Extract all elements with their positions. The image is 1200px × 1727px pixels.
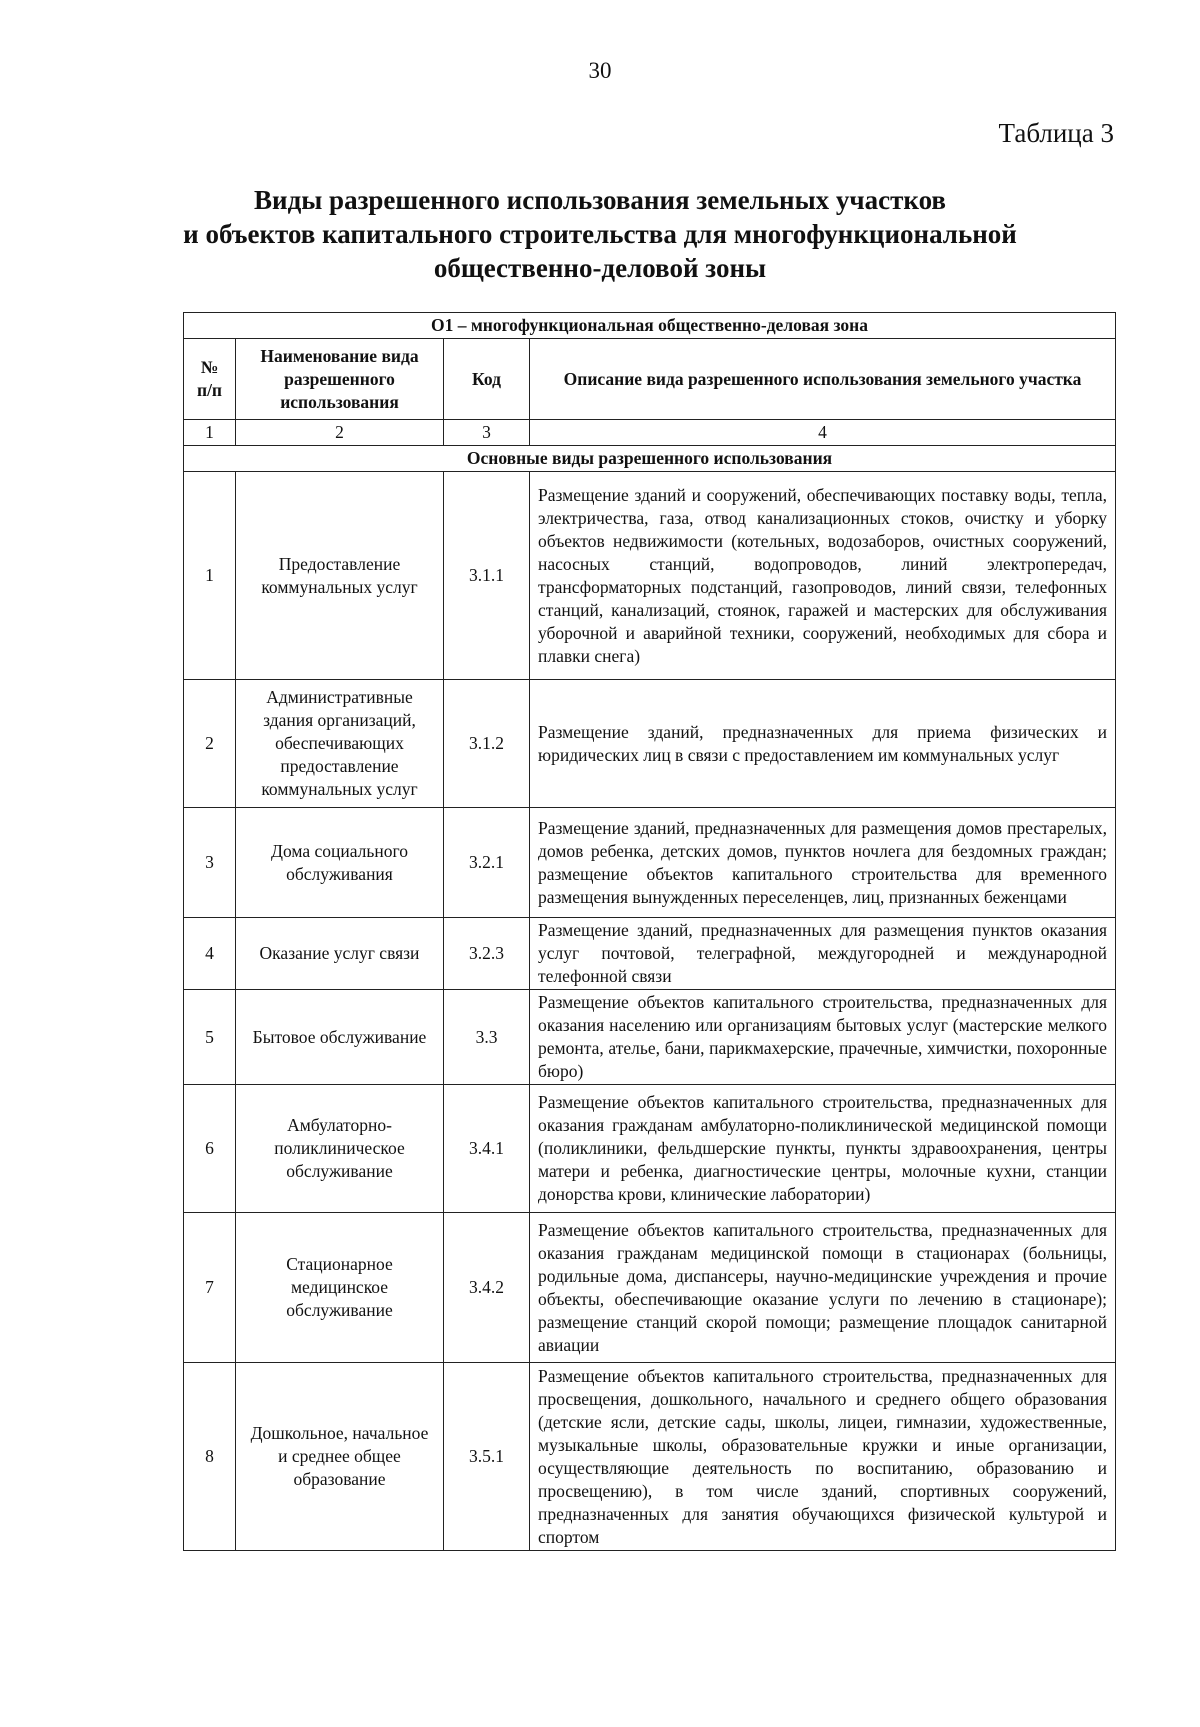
row-description: Размещение зданий и сооружений, обеспечивающих поставку воды, тепла, электричества, газа, отвод канализационных стоков, очистку и уборку объектов недвижимости (котельных, водозаборов, очистных сооружений, насосных станций, водопроводов, линий электропередач, трансформаторных подстанций, газопроводов, линий связи, телефонных станций, канализаций, стоянок, гаражей и мастерских для обслуживания уборочной и аварийной техники, сооружений, необходимых для сбора и плавки снега) [530, 472, 1116, 680]
column-header-row [184, 339, 1116, 420]
table-row [184, 472, 1116, 680]
table-row [184, 680, 1116, 808]
table-row [184, 1363, 1116, 1551]
row-description: Размещение зданий, предназначенных для приема физических и юридических лиц в связи с предоставлением им коммунальных услуг [530, 680, 1116, 808]
row-code: 3.5.1 [444, 1363, 530, 1551]
row-code: 3.2.1 [444, 808, 530, 918]
column-number: 1 [184, 420, 236, 446]
row-code: 3.2.3 [444, 918, 530, 990]
row-code: 3.1.1 [444, 472, 530, 680]
row-description: Размещение объектов капитального строительства, предназначенных для оказания гражданам медицинской помощи в стационарах (больницы, родильные дома, диспансеры, научно-медицинские учреждения и прочие объекты, обеспечивающие оказание услуги по лечению в стационаре); размещение станций скорой помощи; размещение площадок санитарной авиации [530, 1213, 1116, 1363]
row-code: 3.4.2 [444, 1213, 530, 1363]
row-name: Бытовое обслуживание [236, 990, 444, 1085]
row-description: Размещение объектов капитального строительства, предназначенных для оказания населению или организациям бытовых услуг (мастерские мелкого ремонта, ателье, бани, парикмахерские, прачечные, химчистки, похоронные бюро) [530, 990, 1116, 1085]
page-number: 30 [588, 58, 612, 83]
row-description: Размещение объектов капитального строительства, предназначенных для просвещения, дошкольного, начального и среднего общего образования (детские ясли, детские сады, школы, лицеи, гимназии, художественные, музыкальные школы, образовательные кружки и иные организации, осуществляющие деятельность по воспитанию, образованию и просвещению), в том числе зданий, спортивных сооружений, предназначенных для занятия обучающихся физической культурой и спортом [530, 1363, 1116, 1551]
document-title [0, 183, 1200, 285]
row-number: 5 [184, 990, 236, 1085]
column-number: 2 [236, 420, 444, 446]
table-row [184, 1213, 1116, 1363]
row-name: Амбулаторно-поликлиническое обслуживание [236, 1085, 444, 1213]
row-number: 2 [184, 680, 236, 808]
row-name: Оказание услуг связи [236, 918, 444, 990]
column-header-number: № п/п [184, 339, 236, 420]
row-number: 3 [184, 808, 236, 918]
land-use-table [183, 312, 1116, 1551]
row-number: 4 [184, 918, 236, 990]
title-line-3: общественно-деловой зоны [433, 253, 767, 283]
table-row [184, 990, 1116, 1085]
row-number: 8 [184, 1363, 236, 1551]
row-name: Предоставление коммунальных услуг [236, 472, 444, 680]
column-number-row [184, 420, 1116, 446]
section-header-row [184, 446, 1116, 472]
row-number: 1 [184, 472, 236, 680]
row-number: 6 [184, 1085, 236, 1213]
row-name: Дошкольное, начальное и среднее общее образование [236, 1363, 444, 1551]
title-line-2: и объектов капитального строительства для многофункциональной [183, 219, 1017, 249]
column-header-description: Описание вида разрешенного использования земельного участка [530, 339, 1116, 420]
row-number: 7 [184, 1213, 236, 1363]
row-name: Стационарное медицинское обслуживание [236, 1213, 444, 1363]
row-description: Размещение зданий, предназначенных для размещения пунктов оказания услуг почтовой, телеграфной, междугородней и международной телефонной связи [530, 918, 1116, 990]
row-description: Размещение зданий, предназначенных для размещения домов престарелых, домов ребенка, детских домов, пунктов ночлега для бездомных граждан; размещение объектов капитального строительства для временного размещения вынужденных переселенцев, лиц, признанных беженцами [530, 808, 1116, 918]
section-title: Основные виды разрешенного использования [184, 446, 1116, 472]
column-header-code: Код [444, 339, 530, 420]
row-description: Размещение объектов капитального строительства, предназначенных для оказания гражданам амбулаторно-поликлинической медицинской помощи (поликлиники, фельдшерские пункты, пункты здравоохранения, центры матери и ребенка, диагностические центры, молочные кухни, станции донорства крови, клинические лаборатории) [530, 1085, 1116, 1213]
column-number: 3 [444, 420, 530, 446]
row-name: Административные здания организаций, обеспечивающих предоставление коммунальных услуг [236, 680, 444, 808]
title-line-1: Виды разрешенного использования земельных участков [254, 185, 946, 215]
zone-header: О1 – многофункциональная общественно-деловая зона [184, 313, 1116, 339]
row-name: Дома социального обслуживания [236, 808, 444, 918]
table-row [184, 1085, 1116, 1213]
table-body [184, 313, 1116, 1551]
zone-header-row [184, 313, 1116, 339]
table-row [184, 918, 1116, 990]
row-code: 3.4.1 [444, 1085, 530, 1213]
column-number: 4 [530, 420, 1116, 446]
row-code: 3.3 [444, 990, 530, 1085]
row-code: 3.1.2 [444, 680, 530, 808]
table-row [184, 808, 1116, 918]
column-header-name: Наименование вида разрешенного использования [236, 339, 444, 420]
table-label: Таблица 3 [998, 118, 1114, 148]
